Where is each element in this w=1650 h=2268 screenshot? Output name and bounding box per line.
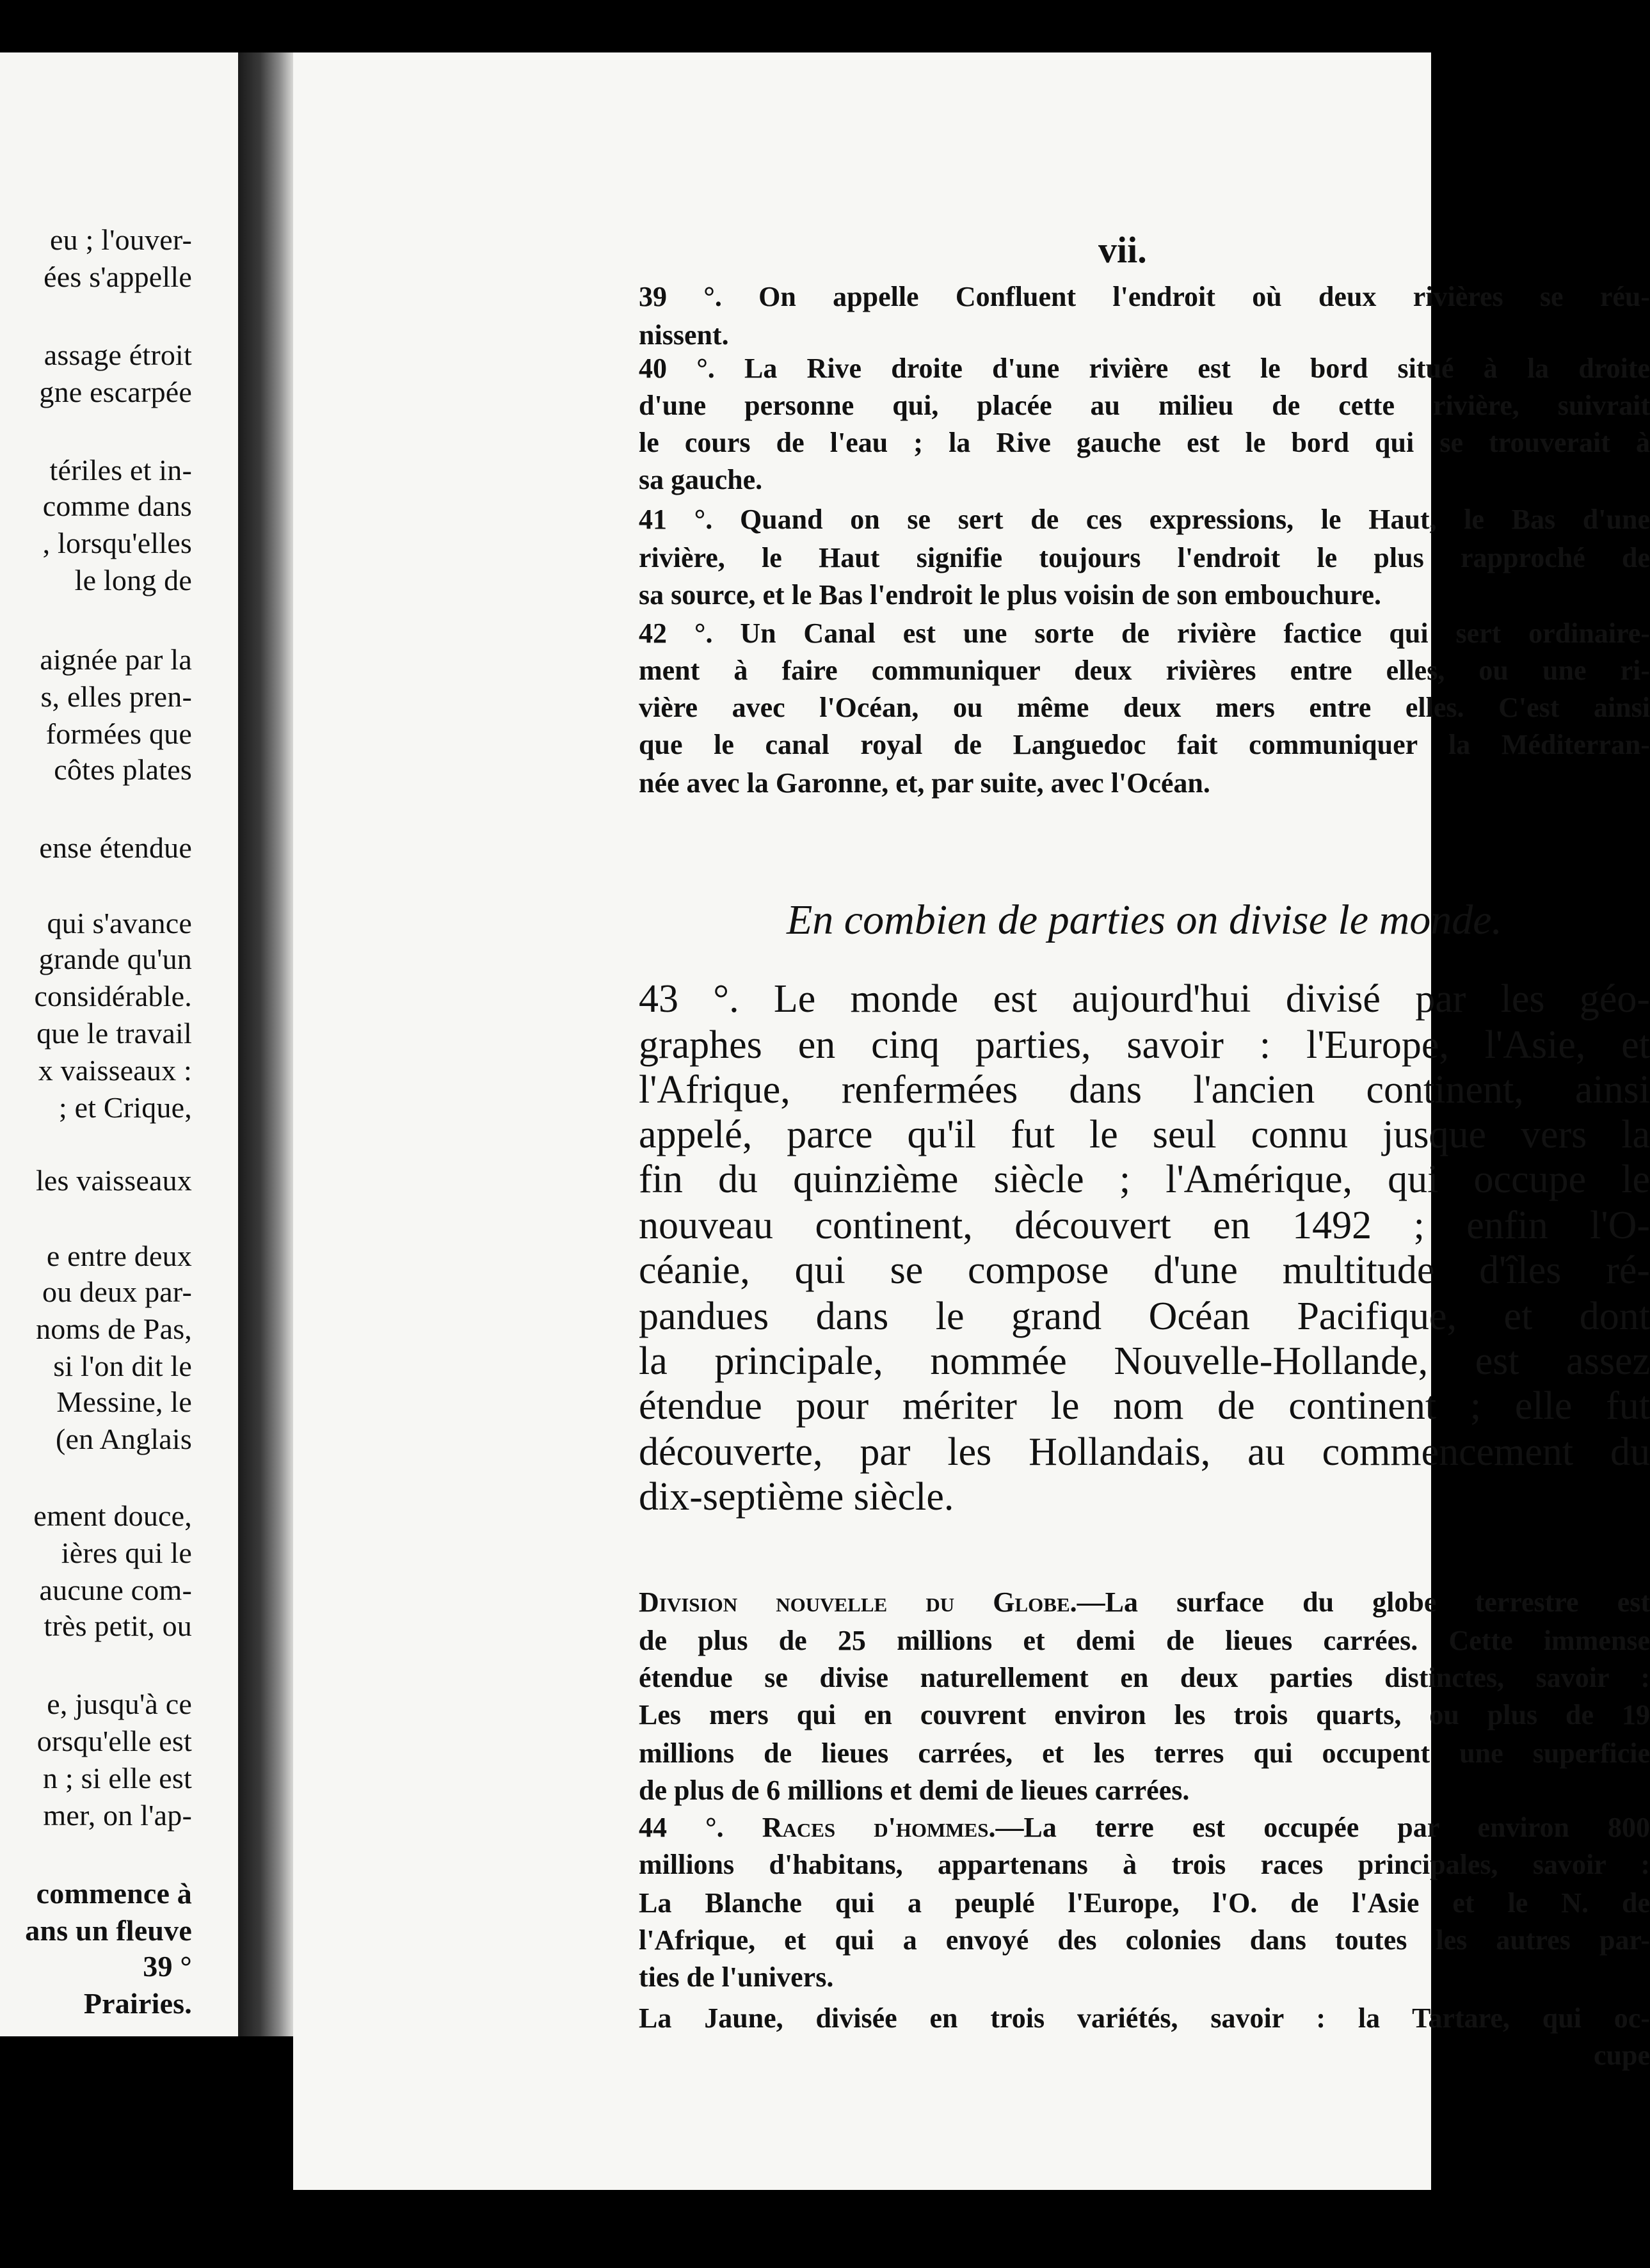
text-line: 39 °. On appelle Confluent l'endroit où deux rivières se réu- [639, 281, 1650, 312]
text-line: ties de l'univers. [639, 1961, 834, 1993]
left-page-line: s, elles pren- [40, 680, 192, 713]
text-line: fin du quinzième siècle ; l'Amérique, qui occupe le [639, 1158, 1650, 1201]
left-page-line: si l'on dit le [53, 1350, 192, 1382]
text-line: étendue se divise naturellement en deux parties distinctes, savoir : [639, 1662, 1650, 1693]
left-page-line: commence à [36, 1877, 192, 1910]
text-line: nissent. [639, 319, 729, 351]
left-page-line: ; et Crique, [58, 1091, 192, 1124]
text-span: —La surface du globe terrestre est [1077, 1586, 1650, 1618]
left-page-line: ou deux par- [42, 1275, 192, 1308]
left-page-line: Messine, le [56, 1386, 192, 1418]
left-page-line: e entre deux [46, 1240, 192, 1272]
text-line: appelé, parce qu'il fut le seul connu jusque vers la [639, 1113, 1650, 1156]
left-page-line: ières qui le [61, 1537, 192, 1569]
left-page-line: assage étroit [44, 339, 192, 371]
left-page-line: comme dans [42, 490, 192, 522]
text-line: ment à faire communiquer deux rivières entre elles, ou une ri- [639, 655, 1650, 686]
left-page-line: très petit, ou [44, 1609, 192, 1642]
text-line: La Jaune, divisée en trois variétés, savoir : la Tartare, qui oc- [639, 2002, 1650, 2034]
text-line: millions de lieues carrées, et les terres qui occupent une superficie [639, 1737, 1650, 1769]
text-line: 43 °. Le monde est aujourd'hui divisé par les géo- [639, 977, 1650, 1021]
text-line: découverte, par les Hollandais, au commencement du [639, 1430, 1650, 1474]
book-gutter [238, 52, 293, 2036]
text-line: de plus de 25 millions et demi de lieues carrées. Cette immense [639, 1625, 1650, 1656]
text-line: 40 °. La Rive droite d'une rivière est le bord situé à la droite [639, 353, 1650, 384]
text-line [639, 1588, 1650, 1617]
left-page-line: ement douce, [33, 1499, 192, 1532]
left-page-line: tériles et in- [49, 454, 192, 486]
text-line: le cours de l'eau ; la Rive gauche est le bord qui se trouverait à [639, 427, 1650, 458]
left-page-line: considérable. [34, 980, 192, 1012]
races-heading: Races d'hommes. [762, 1812, 996, 1843]
left-page-line: les vaisseaux [35, 1164, 192, 1197]
left-page-line: ans un fleuve [25, 1914, 192, 1947]
text-span: —La terre est occupée par environ 800 [995, 1812, 1650, 1843]
paragraph-number: 44 °. [639, 1812, 724, 1843]
text-line: rivière, le Haut signifie toujours l'endroit le plus rapproché de [639, 542, 1650, 573]
text-line: nouveau continent, découvert en 1492 ; enfin l'O- [639, 1204, 1650, 1247]
left-page-line: le long de [74, 564, 192, 596]
text-line: d'une personne qui, placée au milieu de cette rivière, suivrait [639, 390, 1650, 421]
text-line: pandues dans le grand Océan Pacifique, et dont [639, 1295, 1650, 1338]
left-page-fragment [0, 52, 238, 2036]
text-line: l'Afrique, et qui a envoyé des colonies dans toutes les autres par- [639, 1924, 1650, 1956]
left-page-line: gne escarpée [39, 376, 192, 408]
text-line: née avec la Garonne, et, par suite, avec l'Océan. [639, 767, 1210, 799]
left-page-line: (en Anglais [56, 1423, 192, 1455]
left-page-line: aignée par la [40, 643, 192, 676]
left-page-line: noms de Pas, [36, 1313, 192, 1345]
text-line: graphes en cinq parties, savoir : l'Europe, l'Asie, et [639, 1023, 1650, 1067]
left-page-line: e, jusqu'à ce [47, 1688, 192, 1720]
left-page-line: ées s'appelle [44, 260, 192, 293]
text-line: dix-septième siècle. [639, 1475, 954, 1519]
left-page-line: mer, on l'ap- [43, 1799, 192, 1832]
left-page-line: orsqu'elle est [36, 1725, 192, 1757]
left-page-line: Prairies. [83, 1987, 192, 2020]
text-line: cupe [1594, 2040, 1650, 2071]
left-page-line: , lorsqu'elles [42, 527, 192, 559]
text-line: 41 °. Quand on se sert de ces expressions, le Haut, le Bas d'une [639, 504, 1650, 535]
left-page-line: aucune com- [39, 1574, 192, 1606]
left-page-line: que le travail [36, 1017, 192, 1050]
text-line: Les mers qui en couvrent environ les trois quarts, ou plus de 19 [639, 1699, 1650, 1730]
text-line: sa gauche. [639, 464, 763, 495]
left-page-line: eu ; l'ouver- [50, 223, 192, 256]
division-heading: Division nouvelle du Globe. [639, 1586, 1077, 1618]
left-page-line: ense étendue [39, 831, 192, 864]
left-page-line: côtes plates [54, 753, 192, 786]
page-number: vii. [1098, 229, 1147, 271]
text-line: 42 °. Un Canal est une sorte de rivière factice qui sert ordinaire- [639, 618, 1650, 649]
left-page-line: n ; si elle est [43, 1762, 192, 1794]
left-page-line: x vaisseaux : [38, 1054, 192, 1087]
text-line: que le canal royal de Languedoc fait communiquer la Méditerran- [639, 729, 1650, 760]
section-heading: En combien de parties on divise le monde. [786, 897, 1503, 943]
text-line: la principale, nommée Nouvelle-Hollande, est assez [639, 1339, 1650, 1383]
text-line: étendue pour mériter le nom de continent ; elle fut [639, 1384, 1650, 1428]
text-line: millions d'habitans, appartenans à trois races principales, savoir : [639, 1849, 1650, 1880]
text-line: La Blanche qui a peuplé l'Europe, l'O. de l'Asie et le N. de [639, 1887, 1650, 1919]
left-page-line: grande qu'un [38, 943, 192, 975]
text-line: de plus de 6 millions et demi de lieues carrées. [639, 1775, 1190, 1806]
left-page-line: formées que [45, 717, 192, 750]
text-line: vière avec l'Océan, ou même deux mers entre elles. C'est ainsi [639, 692, 1650, 723]
right-page [293, 52, 1650, 2190]
left-page-line: qui s'avance [47, 907, 192, 939]
left-page-line: 39 ° [143, 1950, 192, 1983]
text-line: sa source, et le Bas l'endroit le plus voisin de son embouchure. [639, 579, 1381, 611]
text-line: l'Afrique, renfermées dans l'ancien continent, ainsi [639, 1068, 1650, 1112]
text-line [639, 1814, 1650, 1842]
text-line: céanie, qui se compose d'une multitude d'îles ré- [639, 1249, 1650, 1292]
